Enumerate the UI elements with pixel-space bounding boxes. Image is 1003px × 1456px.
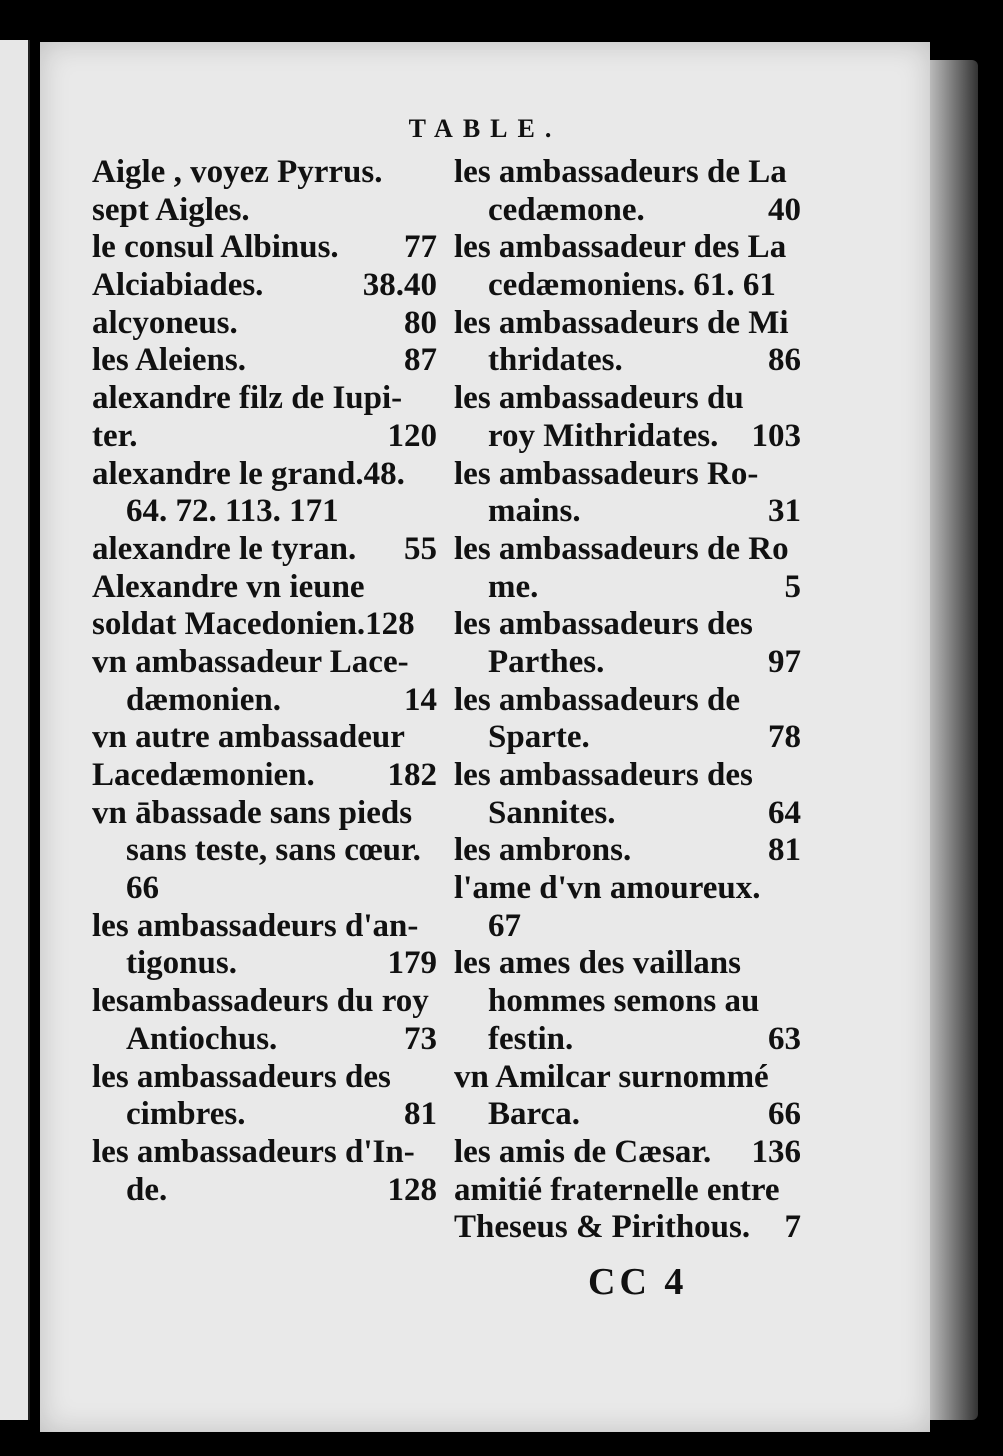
- index-entry-text: les ambassadeurs des: [454, 606, 753, 643]
- index-entry-text: les ambassadeurs Ro-: [454, 455, 759, 492]
- index-entry-line: [454, 983, 801, 1021]
- index-entry-line: [92, 1134, 437, 1172]
- index-entry-page-number: 120: [387, 417, 437, 454]
- index-entry-text: les ambassadeurs de La: [454, 154, 787, 190]
- index-entry-line: [92, 945, 437, 983]
- index-entry-text: 66: [126, 870, 159, 907]
- index-entry-page-number: 97: [768, 643, 801, 680]
- index-entry-text: les ambassadeurs d'In-: [92, 1133, 415, 1170]
- index-entry-page-number: 128: [387, 1171, 437, 1208]
- index-entry-text: cedæmoniens. 61. 61: [488, 267, 776, 304]
- index-entry-text: Alexandre vn ieune: [92, 568, 365, 605]
- index-entry-line: [92, 908, 437, 946]
- index-entry-page-number: 31: [768, 493, 801, 530]
- index-entry-line: [454, 456, 801, 494]
- facing-page-edge: [0, 40, 30, 1420]
- index-entry-page-number: 86: [768, 342, 801, 379]
- index-entry-text: mains.: [488, 493, 581, 530]
- index-entry-text: alexandre le tyran.: [92, 530, 357, 567]
- index-entry-text: les ambassadeurs des: [454, 757, 753, 793]
- index-entry-page-number: 40: [768, 191, 801, 228]
- index-entry-text: sans teste, sans cœur.: [126, 832, 421, 869]
- index-entry-line: [92, 757, 437, 795]
- index-entry-page-number: 103: [751, 417, 801, 454]
- index-entry-text: cimbres.: [126, 1096, 246, 1133]
- index-entry-line: [454, 908, 801, 946]
- index-entry-text: ter.: [92, 417, 138, 454]
- index-entry-text: les ames des vaillans: [454, 945, 741, 982]
- index-entry-text: soldat Macedonien.128: [92, 606, 415, 643]
- index-entry-line: [454, 795, 801, 833]
- index-entry-text: Sparte.: [488, 719, 590, 756]
- index-entry-page-number: 66: [768, 1096, 801, 1133]
- index-entry-line: [92, 870, 437, 908]
- index-entry-line: [92, 719, 437, 757]
- index-entry-text: amitié fraternelle entre: [454, 1171, 780, 1208]
- index-entry-text: les amis de Cæsar.: [454, 1133, 712, 1170]
- index-entry-line: [454, 1096, 801, 1134]
- index-entry-line: [92, 983, 437, 1021]
- index-entry-line: [92, 795, 437, 833]
- index-entry-line: [454, 342, 801, 380]
- index-entry-line: [92, 192, 437, 230]
- index-entry-line: [454, 1209, 801, 1247]
- index-entry-text: 64. 72. 113. 171: [126, 493, 339, 530]
- index-entry-text: les ambassadeurs d'an-: [92, 907, 419, 944]
- index-entry-line: [454, 267, 801, 305]
- index-entry-text: les Aleiens.: [92, 342, 246, 379]
- index-entry-text: Sannites.: [488, 794, 616, 831]
- index-entry-line: [92, 1096, 437, 1134]
- index-entry-text: sept Aigles.: [92, 191, 250, 228]
- index-entry-line: [454, 757, 801, 795]
- index-entry-line: [454, 870, 801, 908]
- index-entry-line: [92, 418, 437, 456]
- index-entry-line: [92, 1021, 437, 1059]
- index-entry-text: Barca.: [488, 1096, 580, 1133]
- index-entry-text: les ambassadeurs de Ro: [454, 530, 789, 567]
- index-entry-text: l'ame d'vn amoureux.: [454, 870, 761, 907]
- index-entry-page-number: 7: [784, 1209, 801, 1246]
- index-entry-text: les ambassadeurs de: [454, 681, 741, 718]
- index-entry-line: [454, 644, 801, 682]
- book-page: [40, 42, 930, 1432]
- index-entry-line: [92, 456, 437, 494]
- index-entry-line: [92, 569, 437, 607]
- index-entry-line: [92, 644, 437, 682]
- index-entry-line: [454, 1172, 801, 1210]
- index-entry-line: [92, 380, 437, 418]
- index-entry-text: thridates.: [488, 342, 623, 379]
- index-entry-text: Alciabiades.: [92, 267, 264, 304]
- index-entry-text: 67: [488, 907, 521, 944]
- index-entry-text: alexandre le grand.48.: [92, 455, 405, 492]
- index-entry-text: alexandre filz de Iupi-: [92, 380, 403, 417]
- index-entry-line: [92, 229, 437, 267]
- index-entry-text: de.: [126, 1171, 168, 1208]
- index-entry-line: [92, 342, 437, 380]
- index-entry-page-number: 73: [404, 1020, 437, 1057]
- index-entry-line: [454, 380, 801, 418]
- index-entry-text: le consul Albinus.: [92, 229, 339, 266]
- index-entry-text: vn autre ambassadeur: [92, 719, 405, 756]
- index-entry-line: [454, 945, 801, 983]
- index-entry-line: [92, 305, 437, 343]
- index-entry-line: [454, 1059, 801, 1097]
- index-entry-line: [92, 1059, 437, 1097]
- index-entry-line: [454, 531, 801, 569]
- index-entry-text: alcyoneus.: [92, 304, 238, 341]
- index-entry-line: [454, 305, 801, 343]
- index-entry-line: [92, 1172, 437, 1210]
- index-entry-page-number: 87: [404, 342, 437, 379]
- index-entry-page-number: 78: [768, 719, 801, 756]
- index-entry-page-number: 63: [768, 1020, 801, 1057]
- index-entry-text: hommes semons au: [488, 983, 760, 1020]
- index-entry-page-number: 81: [768, 832, 801, 869]
- index-entry-text: me.: [488, 568, 539, 605]
- index-entry-text: dæmonien.: [126, 681, 281, 718]
- index-entry-page-number: 179: [387, 945, 437, 982]
- index-entry-line: [454, 1134, 801, 1172]
- index-entry-page-number: 81: [404, 1096, 437, 1133]
- index-entry-line: [454, 569, 801, 607]
- index-entry-line: [454, 1021, 801, 1059]
- index-entry-text: roy Mithridates.: [488, 417, 719, 454]
- index-entry-page-number: 55: [404, 530, 437, 567]
- index-entry-line: [92, 493, 437, 531]
- index-entry-text: les ambassadeur des La: [454, 229, 787, 266]
- index-entry-text: vn ambassadeur Lace-: [92, 643, 409, 680]
- signature-mark: CC 4: [588, 1261, 688, 1303]
- index-entry-line: [454, 493, 801, 531]
- index-entry-text: lesambassadeurs du roy: [92, 983, 429, 1020]
- index-column-left: [92, 154, 437, 1209]
- index-entry-text: les ambrons.: [454, 832, 632, 869]
- index-entry-text: Lacedæmonien.: [92, 757, 315, 793]
- index-entry-line: [454, 192, 801, 230]
- index-entry-line: [92, 267, 437, 305]
- index-entry-text: tigonus.: [126, 945, 237, 982]
- index-entry-line: [92, 154, 437, 192]
- index-entry-page-number: 64: [768, 794, 801, 831]
- index-entry-text: Parthes.: [488, 643, 605, 680]
- index-entry-page-number: 136: [751, 1133, 801, 1170]
- index-entry-page-number: 80: [404, 304, 437, 341]
- index-entry-text: vn ābassade sans pieds: [92, 794, 413, 831]
- index-entry-line: [92, 682, 437, 720]
- index-entry-line: [454, 719, 801, 757]
- index-entry-line: [454, 418, 801, 456]
- index-entry-line: [454, 682, 801, 720]
- running-head: TABLE.: [408, 114, 562, 143]
- index-entry-line: [92, 832, 437, 870]
- index-entry-text: Antiochus.: [126, 1020, 278, 1057]
- index-entry-page-number: 182: [387, 757, 437, 793]
- index-entry-text: Theseus & Pirithous.: [454, 1209, 751, 1246]
- index-entry-text: les ambassadeurs de Mi: [454, 304, 789, 341]
- index-entry-page-number: 5: [784, 568, 801, 605]
- index-entry-line: [92, 606, 437, 644]
- index-entry-line: [454, 832, 801, 870]
- index-entry-page-number: 14: [404, 681, 437, 718]
- index-entry-line: [454, 229, 801, 267]
- index-entry-text: Aigle , voyez Pyrrus.: [92, 154, 383, 190]
- index-entry-text: vn Amilcar surnommé: [454, 1058, 769, 1095]
- index-entry-page-number: 77: [404, 229, 437, 266]
- index-entry-line: [454, 606, 801, 644]
- index-entry-line: [92, 531, 437, 569]
- index-entry-text: les ambassadeurs des: [92, 1058, 391, 1095]
- index-entry-text: festin.: [488, 1020, 574, 1057]
- index-column-right: [454, 154, 801, 1247]
- index-entry-page-number: 38.40: [362, 267, 437, 304]
- index-entry-text: cedæmone.: [488, 191, 645, 228]
- index-entry-line: [454, 154, 801, 192]
- index-entry-text: les ambassadeurs du: [454, 380, 744, 417]
